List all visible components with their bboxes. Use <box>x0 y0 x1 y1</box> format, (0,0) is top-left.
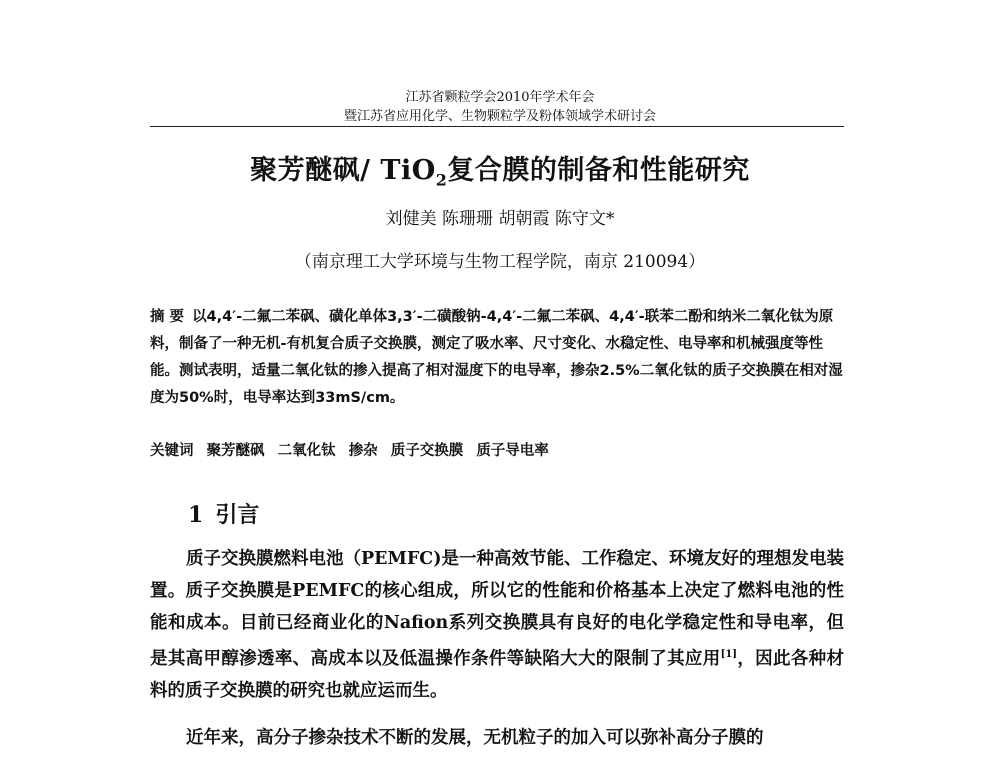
body-paragraph-2: 近年来，高分子掺杂技术不断的发展，无机粒子的加入可以弥补高分子膜的 <box>186 728 764 748</box>
title-subscript: 2 <box>435 170 448 190</box>
abstract-text: 以4,4′-二氟二苯砜、磺化单体3,3′-二磺酸钠-4,4′-二氟二苯砜、4,4′-联苯二酚和纳米二氧化钛为原料，制备了一种无机-有机复合质子交换膜，测定了吸水率、尺寸变化、水稳定性、电导率和机械强度等性能。测试表明，适量二氧化钛的掺入提高了相对湿度下的电导率，掺杂2.5%二氧化钛的质子交换膜在相对湿度为50%时，电导率达到33mS/cm。 <box>150 309 843 406</box>
affiliation: （南京理工大学环境与生物工程学院，南京 210094） <box>294 252 706 272</box>
section-title: 引言 <box>215 502 260 528</box>
citation: [1] <box>720 649 738 660</box>
paper-title <box>0 148 1000 189</box>
title-suffix: 复合膜的制备和性能研究 <box>447 155 750 186</box>
conference-header-line2: 暨江苏省应用化学、生物颗粒学及粉体领域学术研讨会 <box>343 109 656 124</box>
keyword: 聚芳醚砜 <box>206 443 265 459</box>
paragraph-tail: ，因此各种材料的质子交换膜的研究也就应运而生。 <box>150 648 845 701</box>
conference-header-line1: 江苏省颗粒学会2010年学术年会 <box>405 90 595 105</box>
abstract <box>150 304 844 412</box>
section-heading <box>188 498 259 529</box>
header-rule <box>150 126 844 127</box>
paragraph-text: 质子交换膜燃料电池（PEMFC)是一种高效节能、工作稳定、环境友好的理想发电装置。质子交换膜是PEMFC的核心组成，所以它的性能和价格基本上决定了燃料电池的性能和成本。目前已经商业化的Nafion系列交换膜具有良好的电化学稳定性和导电率，但是其高甲醇渗透率、高成本以及低温操作条件等缺陷大大的限制了其应用 <box>150 549 844 669</box>
keyword: 二氧化钛 <box>277 443 336 459</box>
keyword: 质子导电率 <box>476 443 549 459</box>
body-paragraph-1 <box>150 543 844 707</box>
abstract-label: 摘 要 <box>150 309 185 325</box>
section-number: 1 <box>188 502 204 528</box>
title-prefix: 聚芳醚砜/ TiO <box>250 155 436 186</box>
keyword: 掺杂 <box>348 443 378 459</box>
keywords <box>150 439 844 460</box>
keyword: 质子交换膜 <box>390 443 464 459</box>
keywords-label: 关键词 <box>150 443 194 459</box>
authors: 刘健美 陈珊珊 胡朝霞 陈守文* <box>385 209 615 229</box>
